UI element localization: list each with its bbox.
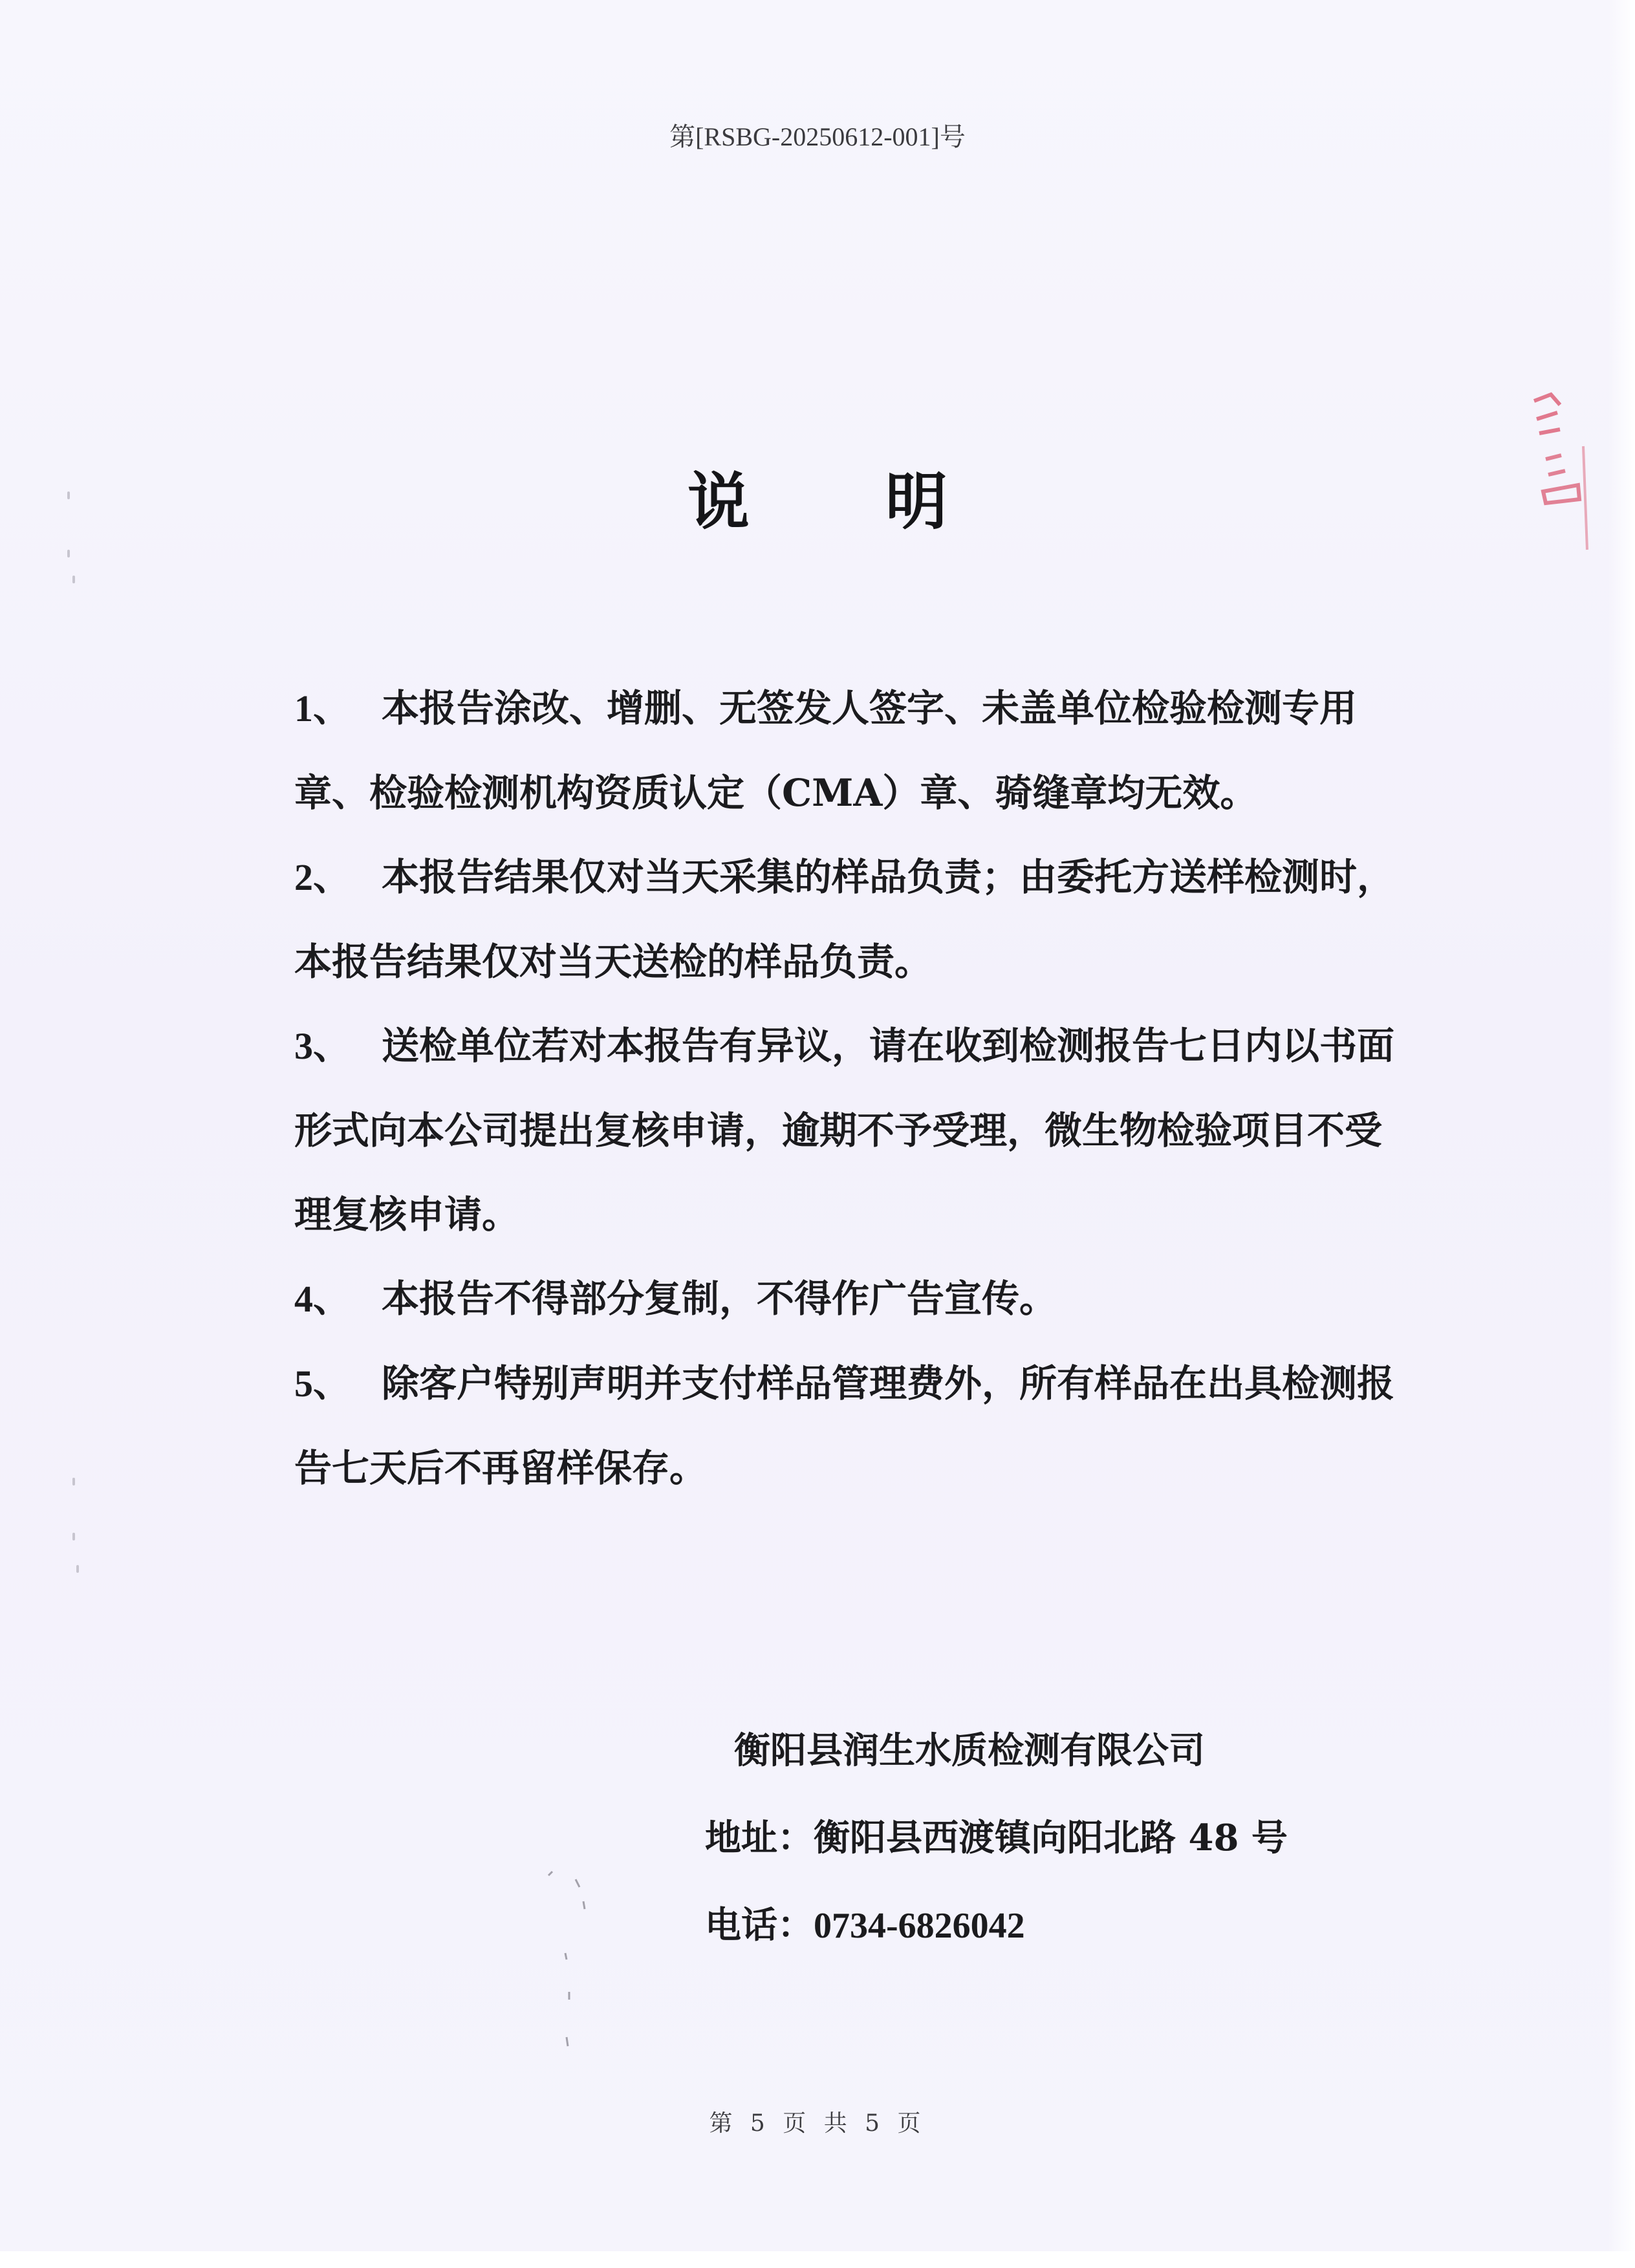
page-title: 说明 [688, 465, 1083, 538]
item-text: 送检单位若对本报告有异议，请在收到检测报告七日内以书面形式向本公司提出复核申请，逾期不予受理，微生物检验项目不受理复核申请。 [294, 1024, 1395, 1237]
binding-hole [67, 550, 70, 557]
list-item [294, 666, 1400, 835]
scan-edge-bottom [0, 2251, 1635, 2268]
binding-hole [72, 1533, 75, 1540]
list-item [294, 835, 1400, 1004]
item-text: 本报告结果仅对当天采集的样品负责；由委托方送样检测时，本报告结果仅对当天送检的样品负责。 [294, 855, 1395, 984]
address-value: 衡阳县西渡镇向阳北路 48 号 [814, 1817, 1288, 1859]
list-item [294, 1004, 1400, 1257]
scan-specks [537, 1863, 595, 2069]
binding-hole [72, 1478, 75, 1485]
item-number: 1、 [294, 687, 351, 729]
report-number: 第[RSBG-20250612-001]号 [669, 122, 966, 151]
notes-list [294, 666, 1400, 1510]
list-item [294, 1257, 1400, 1341]
item-text: 本报告不得部分复制，不得作广告宣传。 [382, 1277, 1057, 1321]
company-address [705, 1795, 1288, 1882]
page-number: 第 5 页 共 5 页 [709, 2110, 926, 2137]
scan-edge-right [1608, 0, 1635, 2268]
item-number: 5、 [294, 1363, 351, 1405]
phone-value: 0734-6826042 [814, 1906, 1025, 1946]
company-name: 衡阳县润生水质检测有限公司 [734, 1729, 1205, 1772]
item-number: 4、 [294, 1278, 351, 1320]
item-text: 本报告涂改、增删、无签发人签字、未盖单位检验检测专用章、检验检测机构资质认定（CMA）章、骑缝章均无效。 [294, 686, 1358, 815]
item-number: 2、 [294, 856, 351, 898]
item-number: 3、 [294, 1025, 351, 1067]
phone-label: 电话： [705, 1904, 814, 1947]
item-text: 除客户特别声明并支付样品管理费外，所有样品在出具检测报告七天后不再留样保存。 [294, 1361, 1395, 1490]
address-label: 地址： [705, 1817, 814, 1859]
binding-hole [72, 576, 75, 583]
binding-hole [76, 1565, 79, 1573]
company-phone [705, 1882, 1288, 1970]
list-item [294, 1341, 1400, 1510]
company-info [705, 1707, 1288, 1970]
